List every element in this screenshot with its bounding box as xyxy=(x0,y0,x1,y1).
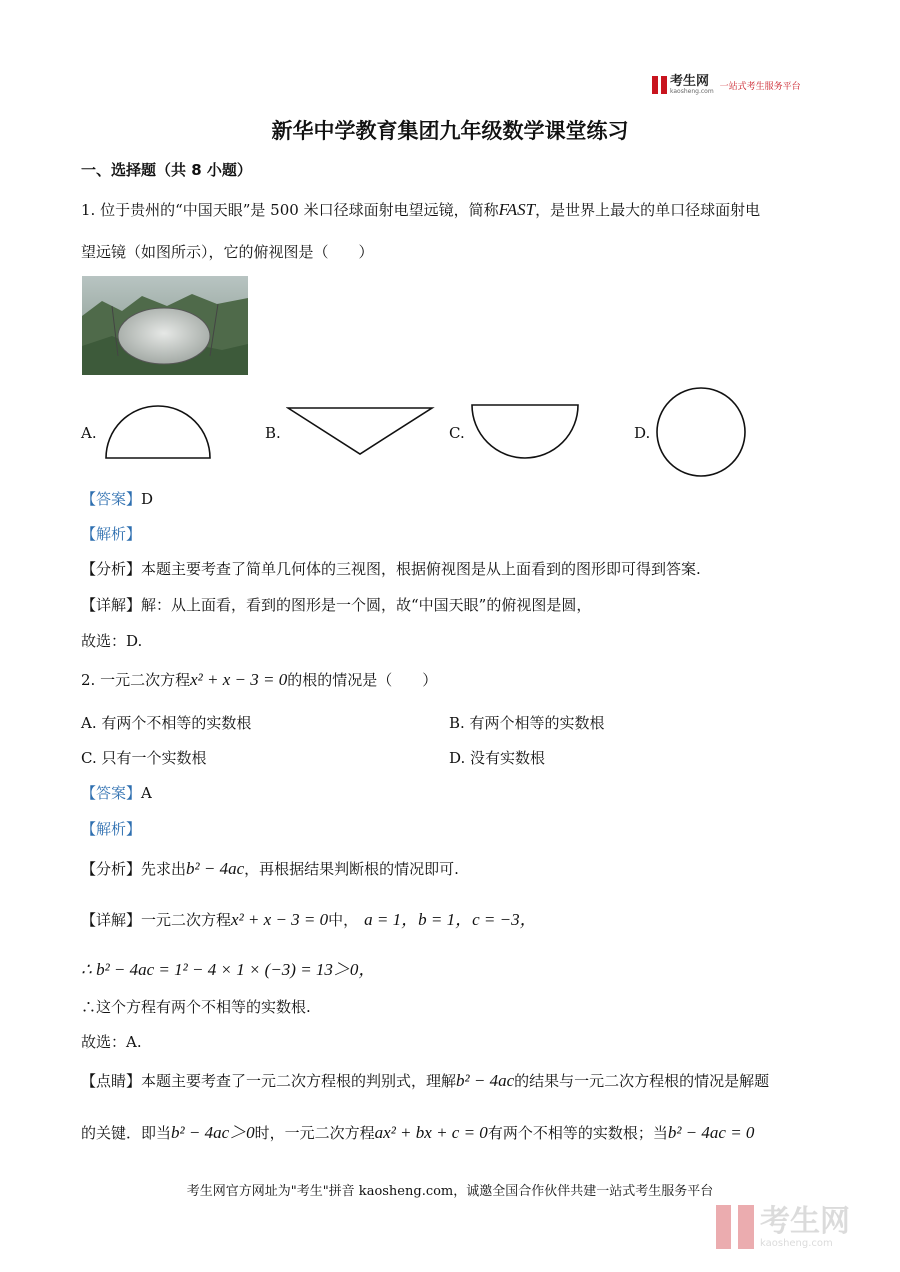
q2-option-b: B. 有两个相等的实数根 xyxy=(449,714,605,732)
q2-analysis-tag: 【解析】 xyxy=(81,820,142,838)
q1-stem-line2: 望远镜（如图所示），它的俯视图是（ ） xyxy=(81,243,374,261)
section-heading: 一、选择题（共 8 小题） xyxy=(81,161,252,179)
q1-option-b-label: B. xyxy=(265,424,281,442)
q2-option-c: C. 只有一个实数根 xyxy=(81,749,207,767)
q1-analysis-tag: 【解析】 xyxy=(81,525,142,543)
watermark-domain: kaosheng.com xyxy=(760,1237,833,1249)
q1-fenxi: 【分析】本题主要考查了简单几何体的三视图，根据俯视图是从上面看到的图形即可得到答案. xyxy=(81,560,701,578)
kaosheng-watermark-icon xyxy=(716,1205,754,1249)
q2-option-a: A. 有两个不相等的实数根 xyxy=(81,714,252,732)
watermark-name: 考生网 xyxy=(760,1203,850,1239)
logo-domain: kaosheng.com xyxy=(670,88,714,95)
q1-xiangjie: 【详解】解：从上面看，看到的图形是一个圆，故“中国天眼”的俯视图是圆， xyxy=(81,596,592,614)
watermark xyxy=(716,1205,850,1249)
kaosheng-logo-icon xyxy=(652,76,667,94)
fast-telescope-photo xyxy=(82,276,248,375)
triangle-shape xyxy=(286,405,436,457)
q2-answer: 【答案】A xyxy=(81,784,152,802)
q2-xiangjie: 【详解】一元二次方程x² + x − 3 = 0中， a = 1，b = 1，c = −3， xyxy=(81,910,537,929)
page-title: 新华中学教育集团九年级数学课堂练习 xyxy=(271,119,629,143)
circle-shape xyxy=(654,385,748,479)
q2-stem: 2. 一元二次方程x² + x − 3 = 0的根的情况是（ ） xyxy=(81,670,438,689)
page-footer: 考生网官方网址为"考生"拼音 kaosheng.com，诚邀全国合作伙伴共建一站式考生服务平台 xyxy=(186,1184,714,1199)
q2-dianjing-line1: 【点睛】本题主要考查了一元二次方程根的判别式，理解b² − 4ac的结果与一元二次方程根的情况是解题 xyxy=(81,1071,770,1090)
semicircle-up-shape xyxy=(104,404,212,460)
q1-option-d-label: D. xyxy=(634,424,651,442)
q2-dianjing-line2: 的关键．即当b² − 4ac＞0时，一元二次方程ax² + bx + c = 0有两个不相等的实数根；当b² − 4ac = 0 xyxy=(81,1123,755,1142)
q1-stem-line1: 1. 位于贵州的“中国天眼”是 500 米口径球面射电望远镜，简称FAST，是世界上最大的单口径球面射电 xyxy=(81,200,761,219)
q1-choose: 故选：D. xyxy=(81,632,143,650)
logo-name: 考生网 xyxy=(670,74,710,89)
q1-option-c-label: C. xyxy=(449,424,465,442)
semicircle-down-shape xyxy=(470,403,580,459)
q2-calculation: ∴ b² − 4ac = 1² − 4 × 1 × (−3) = 13＞0， xyxy=(81,960,376,979)
logo-slogan: 一站式考生服务平台 xyxy=(719,81,801,92)
header-logo xyxy=(652,74,801,96)
q2-conclusion: ∴这个方程有两个不相等的实数根. xyxy=(81,998,311,1016)
q2-option-d: D. 没有实数根 xyxy=(449,749,546,767)
q2-choose: 故选：A. xyxy=(81,1033,142,1051)
q1-option-a-label: A. xyxy=(81,424,97,442)
q1-answer: 【答案】D xyxy=(81,490,154,508)
q2-fenxi: 【分析】先求出b² − 4ac，再根据结果判断根的情况即可. xyxy=(81,859,459,878)
